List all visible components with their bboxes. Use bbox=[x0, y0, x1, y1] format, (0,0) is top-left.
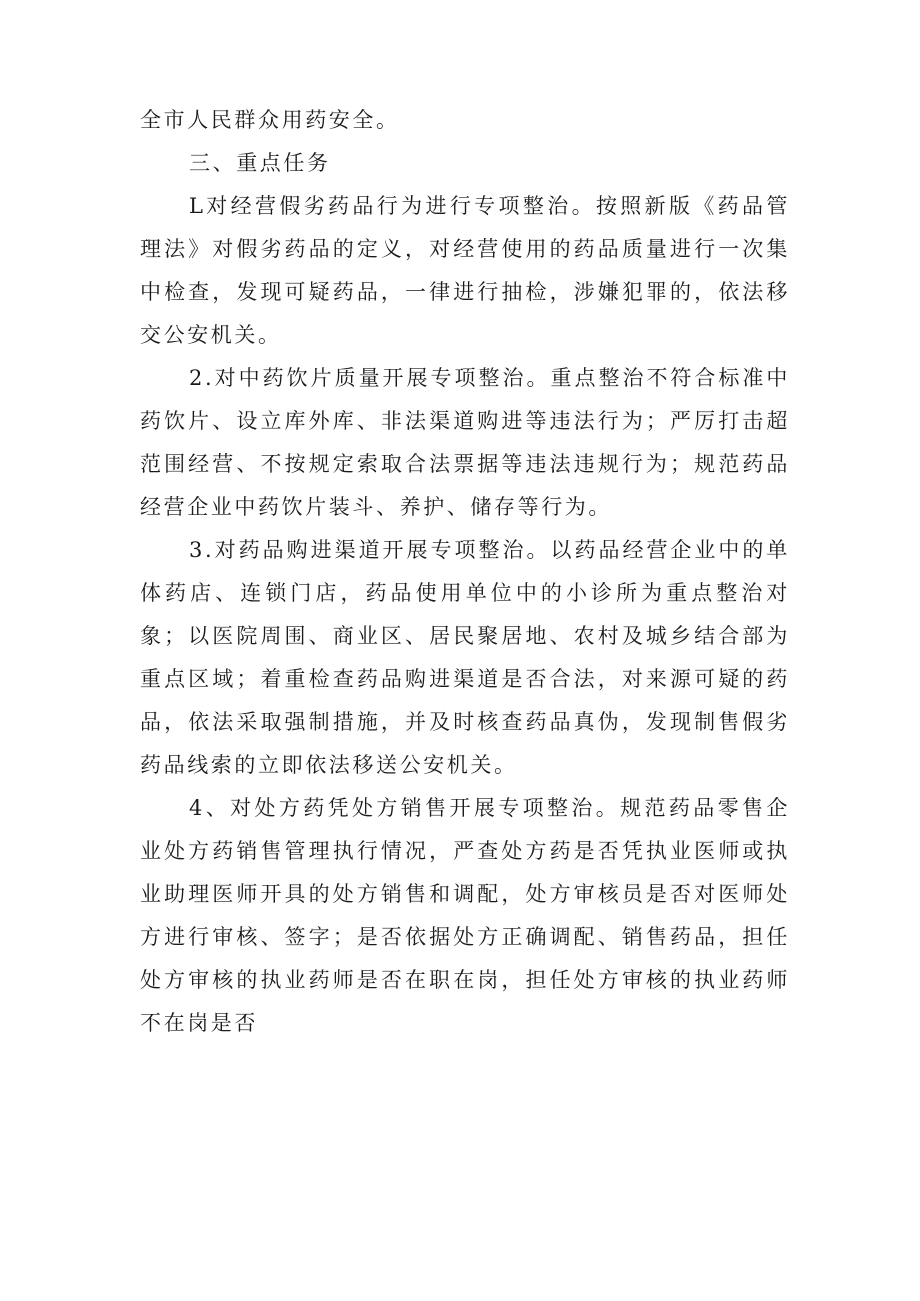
document-body bbox=[140, 99, 790, 1045]
paragraph-task-1: L对经营假劣药品行为进行专项整治。按照新版《药品管理法》对假劣药品的定义，对经营使用的药品质量进行一次集中检查，发现可疑药品，一律进行抽检，涉嫌犯罪的，依法移交公安机关。 bbox=[140, 194, 790, 347]
paragraph-task-3: 3.对药品购进渠道开展专项整治。以药品经营企业中的单体药店、连锁门店，药品使用单位中的小诊所为重点整治对象；以医院周围、商业区、居民聚居地、农村及城乡结合部为重点区域；着重检查药品购进渠道是否合法，对来源可疑的药品，依法采取强制措施，并及时核查药品真伪，发现制售假劣药品线索的立即依法移送公安机关。 bbox=[140, 538, 790, 777]
paragraph-task-4: 4、对处方药凭处方销售开展专项整治。规范药品零售企业处方药销售管理执行情况，严查处方药是否凭执业医师或执业助理医师开具的处方销售和调配，处方审核员是否对医师处方进行审核、签字；是否依据处方正确调配、销售药品，担任处方审核的执业药师是否在职在岗，担任处方审核的执业药师不在岗是否 bbox=[140, 796, 790, 1035]
section-heading-key-tasks: 三、重点任务 bbox=[189, 151, 331, 175]
paragraph-task-2: 2.对中药饮片质量开展专项整治。重点整治不符合标准中药饮片、设立库外库、非法渠道购进等违法行为；严厉打击超范围经营、不按规定索取合法票据等违法违规行为；规范药品经营企业中药饮片装斗、养护、储存等行为。 bbox=[140, 366, 790, 519]
paragraph-continuation: 全市人民群众用药安全。 bbox=[140, 108, 400, 132]
